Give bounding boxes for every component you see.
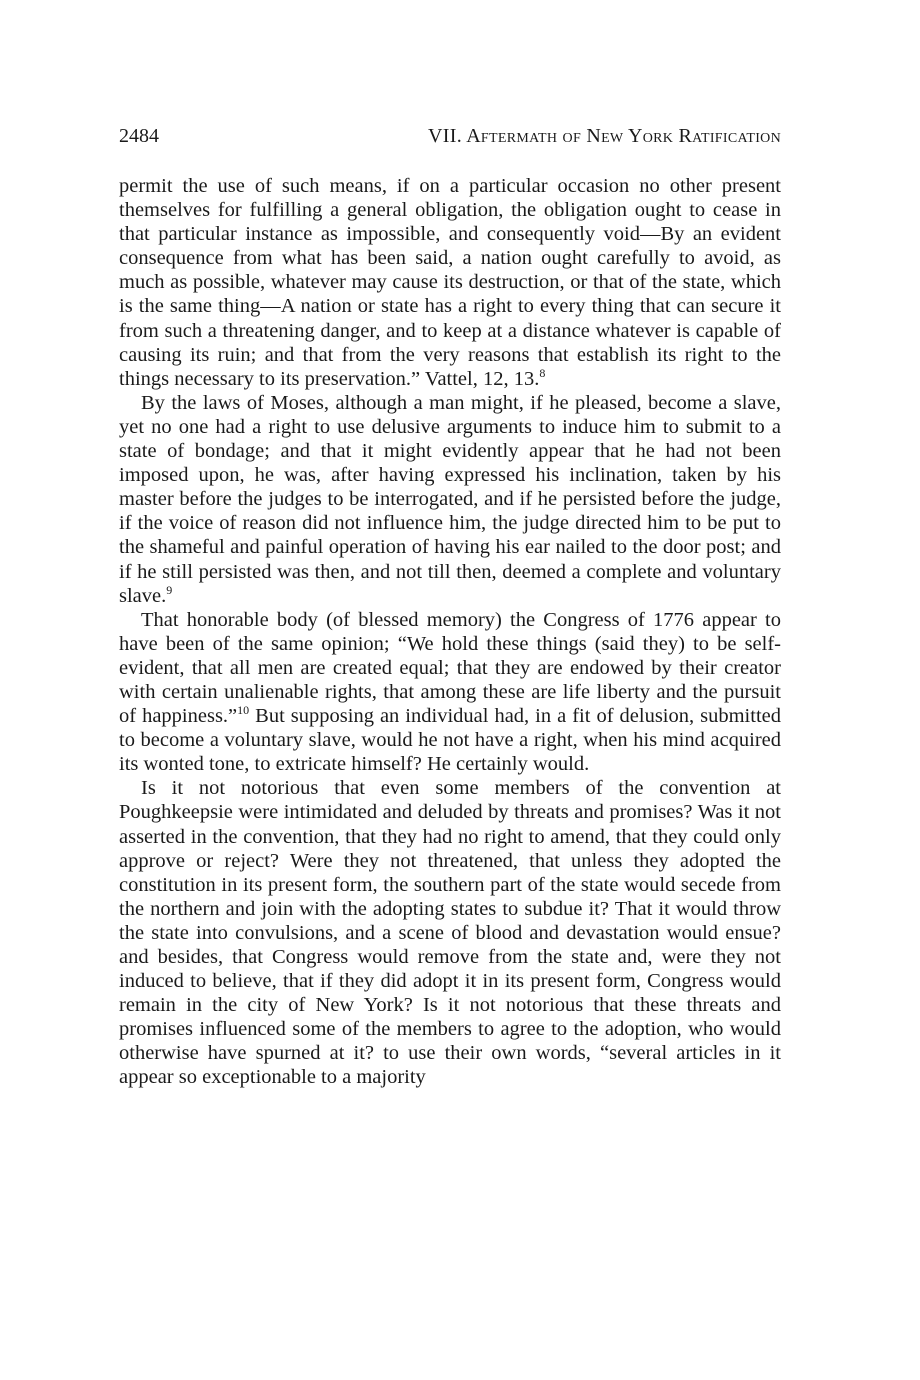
paragraph <box>119 608 781 777</box>
body-text <box>119 174 781 1090</box>
paragraph-text: That honorable body (of blessed memory) the Congress of 1776 appear to have been of the same opinion; “We hold these things (said they) to be self-evident, that all men are created equal; that they are endowed by their creator with certain unalienable rights, that among these are life liberty and the pursuit of happiness.” <box>119 608 781 728</box>
paragraph <box>119 174 781 391</box>
paragraph-text: But supposing an individual had, in a fit of delusion, submitted to become a voluntary slave, would he not have a right, when his mind acquired its wonted tone, to extricate himself? He certainly would. <box>119 705 781 776</box>
footnote-reference: 9 <box>166 582 173 597</box>
paragraph <box>119 391 781 608</box>
page-number: 2484 <box>119 125 159 147</box>
paragraph-text: Is it not notorious that even some members of the convention at Poughkeepsie were intimidated and deluded by threats and promises? Was it not asserted in the convention, that they had no right to amend, that they could only approve or reject? Were they not threatened, that unless they adopted the constitution in its present form, the southern part of the state would secede from the northern and join with the adopting states to subdue it? That it would throw the state into convulsions, and a scene of blood and devastation would ensue? and besides, that Congress would remove from the state and, were they not induced to believe, that if they did adopt it in its present form, Congress would remain in the city of New York? Is it not notorious that these threats and promises influenced some of the members to agree to the adoption, who would otherwise have spurned at it? to use their own words, “several articles in it appear so exceptionable to a majority <box>119 777 781 1089</box>
footnote-reference: 10 <box>237 703 250 718</box>
footnote-reference: 8 <box>539 365 546 380</box>
running-header <box>119 124 781 148</box>
running-title: VII. Aftermath of New York Ratification <box>428 125 781 147</box>
paragraph <box>119 776 781 1089</box>
document-page <box>119 124 781 1090</box>
paragraph-text: permit the use of such means, if on a particular occasion no other present themselves for fulfilling a general obligation, the obligation ought to cease in that particular instance as impossible, and consequently void—By an evident consequence from what has been said, a nation ought carefully to avoid, as much as possible, whatever may cause its destruction, or that of the state, which is the same thing—A nation or state has a right to every thing that can secure it from such a threatening danger, and to keep at a distance whatever is capable of causing its ruin; and that from the very reasons that establish its right to the things necessary to its preservation.” Vattel, 12, 13. <box>119 175 781 390</box>
paragraph-text: By the laws of Moses, although a man might, if he pleased, become a slave, yet no one had a right to use delusive arguments to induce him to submit to a state of bondage; and that it might evidently appear that he had not been imposed upon, he was, after having expressed his inclination, taken by his master before the judges to be interrogated, and if he persisted before the judge, if the voice of reason did not influence him, the judge directed him to be put to the shameful and painful operation of having his ear nailed to the door post; and if he still persisted was then, and not till then, deemed a complete and voluntary slave. <box>119 391 781 607</box>
